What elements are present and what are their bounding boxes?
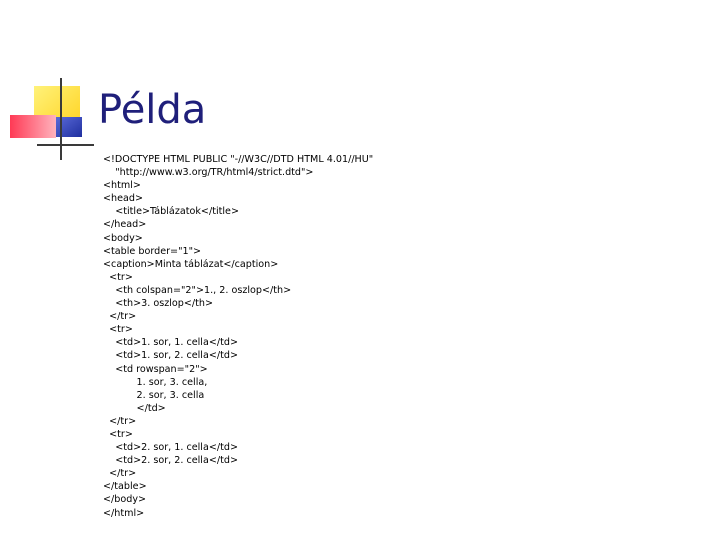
code-line: <caption>Minta táblázat</caption> bbox=[103, 258, 279, 270]
code-line: </tr> bbox=[103, 468, 137, 480]
code-line: </table> bbox=[103, 481, 147, 493]
code-line: <!DOCTYPE HTML PUBLIC "-//W3C//DTD HTML 4.01//HU" bbox=[103, 154, 374, 165]
code-line: </head> bbox=[103, 219, 147, 231]
code-line: </tr> bbox=[103, 415, 137, 427]
html-code-example bbox=[103, 153, 373, 520]
code-line: <table border="1"> bbox=[103, 245, 202, 257]
code-line: <title>Táblázatok</title> bbox=[103, 206, 239, 218]
code-line: </body> bbox=[103, 494, 147, 506]
code-line: <tr> bbox=[103, 428, 133, 440]
code-line: <tr> bbox=[103, 271, 133, 283]
title-decoration bbox=[0, 0, 100, 170]
code-line: 2. sor, 3. cella bbox=[103, 389, 205, 401]
code-line: <th>3. oszlop</th> bbox=[103, 298, 214, 310]
code-line: "http://www.w3.org/TR/html4/strict.dtd"> bbox=[103, 167, 314, 179]
code-line: <head> bbox=[103, 193, 144, 205]
red-square bbox=[10, 115, 56, 138]
code-line: </td> bbox=[103, 402, 166, 414]
code-line: <tr> bbox=[103, 324, 133, 336]
code-line: <td>2. sor, 1. cella</td> bbox=[103, 442, 238, 454]
code-line: </html> bbox=[103, 507, 145, 519]
code-line: <html> bbox=[103, 180, 141, 192]
code-line: <td>1. sor, 1. cella</td> bbox=[103, 337, 238, 349]
code-line: <td>2. sor, 2. cella</td> bbox=[103, 455, 238, 467]
code-line: </tr> bbox=[103, 311, 137, 323]
code-line: <body> bbox=[103, 232, 143, 244]
code-line: <td>1. sor, 2. cella</td> bbox=[103, 350, 238, 362]
code-line: 1. sor, 3. cella, bbox=[103, 376, 208, 388]
blue-square bbox=[56, 117, 82, 137]
code-line: <th colspan="2">1., 2. oszlop</th> bbox=[103, 284, 292, 296]
slide-title: Példa bbox=[98, 87, 207, 133]
code-line: <td rowspan="2"> bbox=[103, 363, 208, 375]
